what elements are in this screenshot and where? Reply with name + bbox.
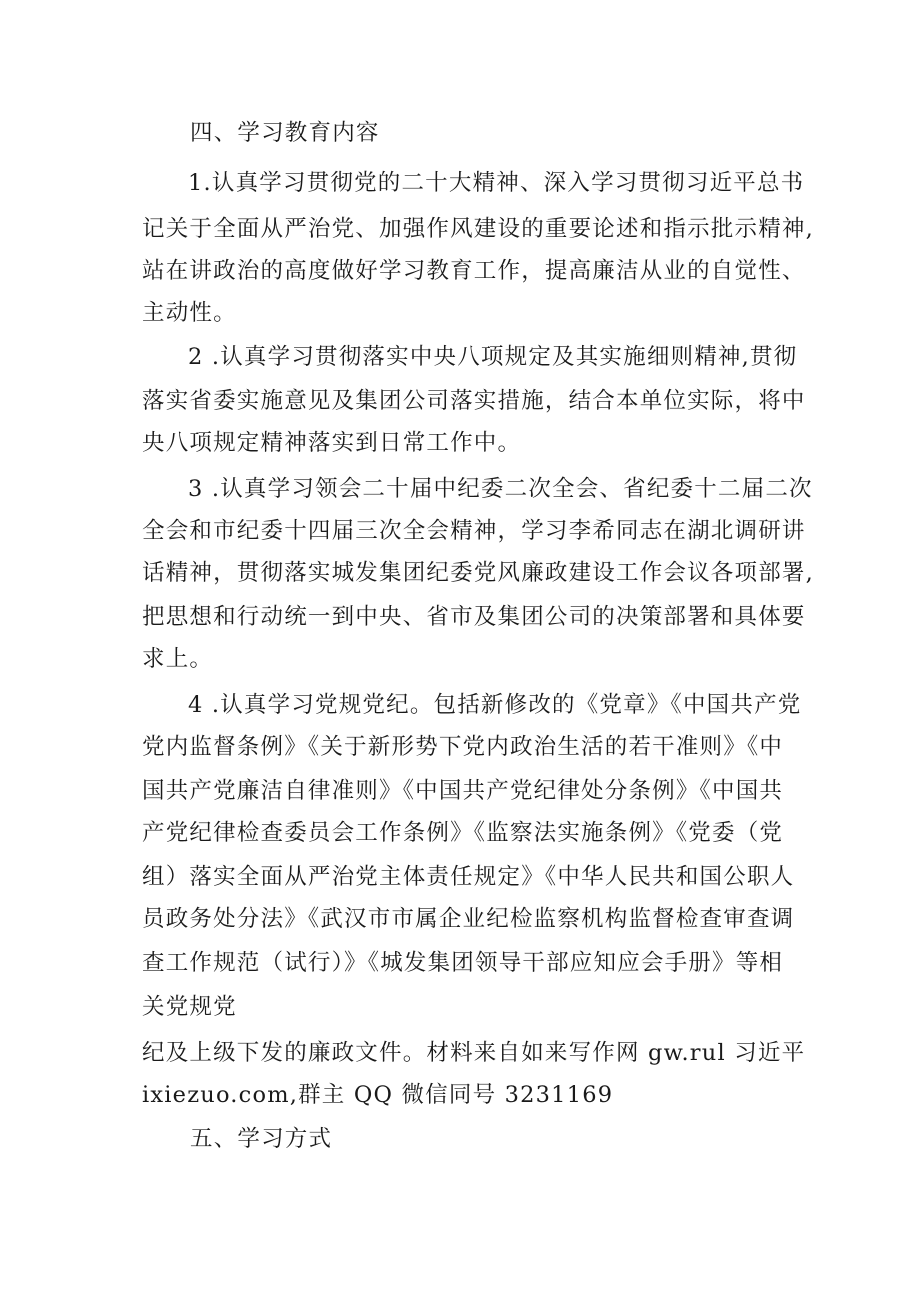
paragraph-4-line-4: 产党纪律检查委员会工作条例》《监察法实施条例》《党委（党 — [142, 820, 784, 846]
paragraph-4-line-7: 查工作规范（试行）》《城发集团领导干部应知应会手册》等相 — [142, 950, 784, 976]
paragraph-2-line-1: 2 .认真学习贯彻落实中央八项规定及其实施细则精神,贯彻 — [188, 344, 798, 370]
paragraph-1-line-4: 主动性。 — [142, 300, 237, 326]
paragraph-1-line-1: 1.认真学习贯彻党的二十大精神、深入学习贯彻习近平总书 — [188, 170, 805, 196]
paragraph-3-line-3: 话精神，贯彻落实城发集团纪委党风廉政建设工作会议各项部署, — [142, 560, 814, 586]
paragraph-3-line-2: 全会和市纪委十四届三次全会精神，学习李希同志在湖北调研讲 — [142, 518, 806, 544]
paragraph-1-line-2: 记关于全面从严治党、加强作风建设的重要论述和指示批示精神, — [142, 216, 814, 242]
paragraph-4-line-8: 关党规党 — [142, 994, 237, 1020]
paragraph-3-line-1: 3 .认真学习领会二十届中纪委二次全会、省纪委十二届二次 — [188, 476, 813, 502]
section-heading-4: 四、学习教育内容 — [190, 120, 380, 146]
section-heading-5: 五、学习方式 — [190, 1126, 333, 1152]
paragraph-3-line-4: 把思想和行动统一到中央、省市及集团公司的决策部署和具体要 — [142, 604, 806, 630]
paragraph-4-line-5: 组）落实全面从严治党主体责任规定》《中华人民共和国公职人 — [142, 864, 795, 890]
paragraph-4-line-9: 纪及上级下发的廉政文件。材料来自如来写作网 gw.rul 习近平 — [142, 1040, 806, 1066]
paragraph-4-line-2: 党内监督条例》《关于新形势下党内政治生活的若干准则》《中 — [142, 734, 784, 760]
paragraph-4-line-1: 4 .认真学习党规党纪。包括新修改的《党章》《中国共产党 — [188, 692, 802, 718]
paragraph-4-line-3: 国共产党廉洁自律准则》《中国共产党纪律处分条例》《中国共 — [142, 778, 784, 804]
paragraph-2-line-2: 落实省委实施意见及集团公司落实措施，结合本单位实际，将中 — [142, 388, 806, 414]
paragraph-4-line-6: 员政务处分法》《武汉市市属企业纪检监察机构监督检查审查调 — [142, 906, 795, 932]
paragraph-3-line-5: 求上。 — [142, 646, 214, 672]
paragraph-1-line-3: 站在讲政治的高度做好学习教育工作，提高廉洁从业的自觉性、 — [142, 258, 806, 284]
paragraph-4-line-10: ixiezuo.com,群主 QQ 微信同号 3231169 — [142, 1082, 614, 1108]
paragraph-2-line-3: 央八项规定精神落实到日常工作中。 — [142, 430, 522, 456]
